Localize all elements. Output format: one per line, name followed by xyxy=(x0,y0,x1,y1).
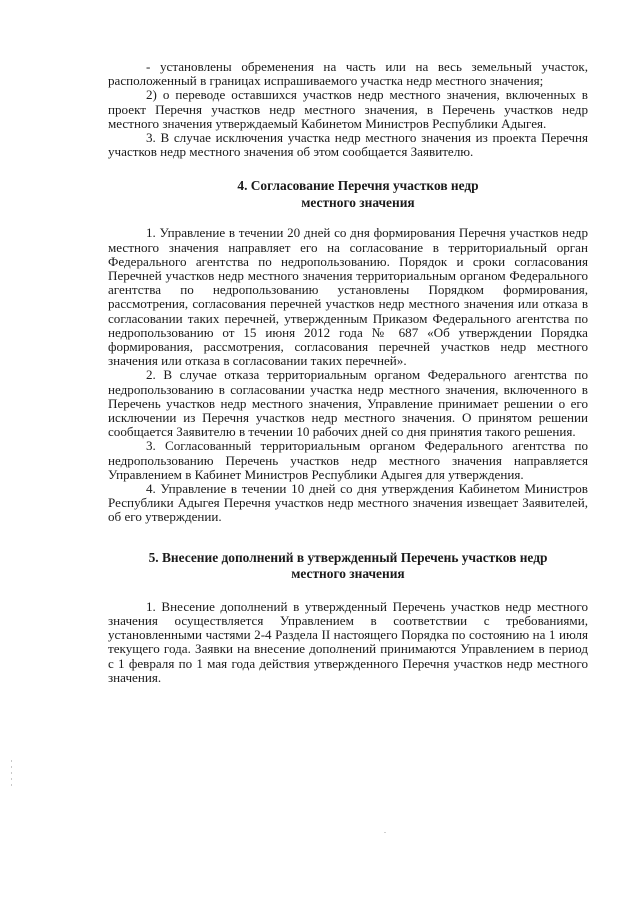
section-4-heading-line-2: местного значения xyxy=(301,194,415,210)
scan-mark xyxy=(11,766,12,768)
scan-mark xyxy=(11,760,12,762)
document-page xyxy=(108,60,588,685)
section-4-paragraph-3: 3. Согласованный территориальным органом Федерального агентства по недропользованию Перечень участков недр местного значения направляется Управлением в Кабинет Министров Республики Адыгея для утверждения. xyxy=(108,438,588,482)
section-5-heading xyxy=(108,550,588,583)
section-5-heading-line-2: местного значения xyxy=(291,566,405,582)
scan-margin-marks xyxy=(11,760,13,790)
section-5-paragraph-1: 1. Внесение дополнений в утвержденный Перечень участков недр местного значения осуществляется Управлением в соответствии с требованиями, установленными частями 2-4 Раздела II настоящего Порядка по состоянию на 1 июля текущего года. Заявки на внесение дополнений принимаются Управлением в период с 1 февраля по 1 мая года действия утвержденного Перечня участков недр местного значения. xyxy=(108,598,588,685)
intro-paragraph-encumbrance: - установлены обременения на часть или на весь земельный участок, расположенный в границах испрашиваемого участка недр местного значения; xyxy=(108,59,588,89)
section-4-paragraph-4: 4. Управление в течении 10 дней со дня утверждения Кабинетом Министров Республики Адыгея Перечня участков недр местного значения извещает Заявителей, об его утверждении. xyxy=(108,481,588,525)
scan-speck xyxy=(384,832,386,833)
section-4-paragraph-1: 1. Управление в течении 20 дней со дня формирования Перечня участков недр местного значения направляет его на согласование в территориальный орган Федерального агентства по недропользованию. Порядок и сроки согласования Перечней участков недр местного значения территориальным органом Федерального агентства по недропользованию установлены Порядком формирования, рассмотрения, согласования перечней участков недр местного значения или отказа в согласовании таких перечней, утвержденным Приказом Федерального агентства по недропользованию от 15 июня 2012 года № 687 «Об утверждении Порядка формирования, рассмотрения, согласования перечней участков недр местного значения или отказа в согласовании таких перечней». xyxy=(108,225,588,369)
section-4-paragraph-2: 2. В случае отказа территориальным органом Федерального агентства по недропользованию в согласовании участка недр местного значения, включенного в Перечень участков недр местного значения, Управление принимает решении о его исключении из Перечня участков недр местного значения. О принятом решении сообщается Заявителю в течении 10 рабочих дней со дня принятия такого решения. xyxy=(108,367,588,440)
scan-mark xyxy=(11,778,12,780)
section-4-heading xyxy=(108,178,588,211)
intro-paragraph-exclusion: 3. В случае исключения участка недр местного значения из проекта Перечня участков недр местного значения об этом сообщается Заявителю. xyxy=(108,130,588,160)
scan-mark xyxy=(11,784,12,786)
section-5-heading-line-1: 5. Внесение дополнений в утвержденный Перечень участков недр xyxy=(148,549,548,565)
section-4-heading-line-1: 4. Согласование Перечня участков недр xyxy=(237,178,479,194)
intro-paragraph-transfer: 2) о переводе оставшихся участков недр местного значения, включенных в проект Перечня участков недр местного значения, в Перечень участков недр местного значения утверждаемый Кабинетом Министров Республики Адыгея. xyxy=(108,87,588,131)
scan-mark xyxy=(11,772,12,774)
